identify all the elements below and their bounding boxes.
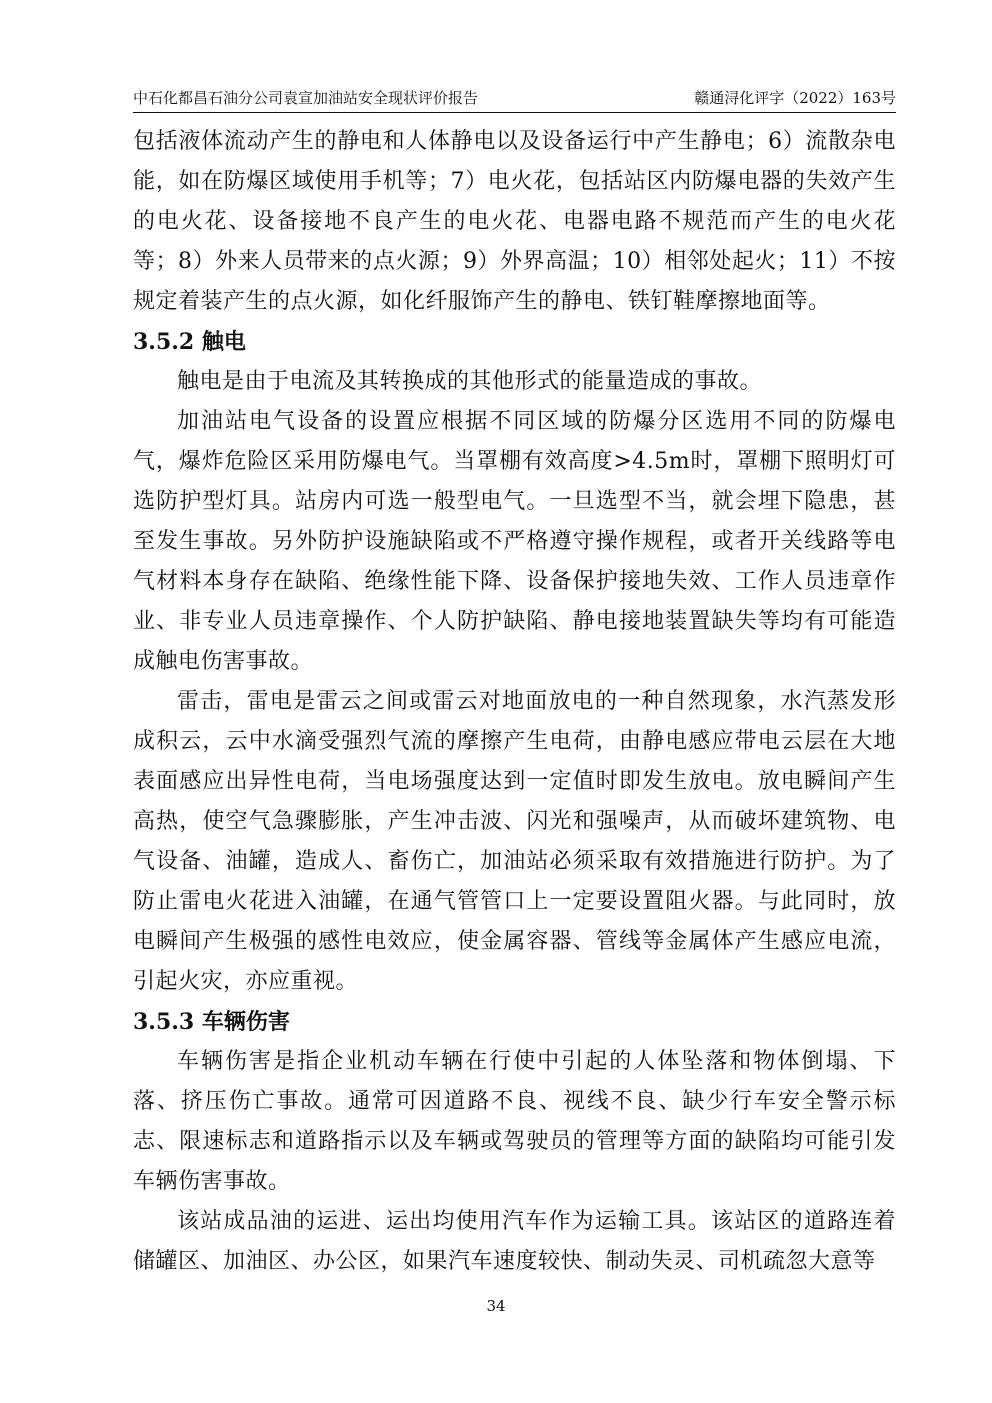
page-body: [133, 122, 896, 1282]
paragraph-electrical-equipment: 加油站电气设备的设置应根据不同区域的防爆分区选用不同的防爆电气，爆炸危险区采用防爆电气。当罩棚有效高度>4.5m时，罩棚下照明灯可选防护型灯具。站房内可选一般型电气。一旦选型不当，就会埋下隐患，甚至发生事故。另外防护设施缺陷或不严格遵守操作规程，或者开关线路等电气材料本身存在缺陷、绝缘性能下降、设备保护接地失效、工作人员违章作业、非专业人员违章操作、个人防护缺陷、静电接地装置缺失等均有可能造成触电伤害事故。: [133, 409, 896, 674]
section-heading-electric-shock: 3.5.2 触电: [133, 329, 246, 355]
page-number: 34: [486, 1297, 506, 1315]
paragraph-vehicle-transport: 该站成品油的运进、运出均使用汽车作为运输工具。该站区的道路连着储罐区、加油区、办公区，如果汽车速度较快、制动失灵、司机疏忽大意等: [133, 1209, 896, 1274]
header-document-number: 赣通浔化评字（2022）163号: [694, 89, 896, 107]
page-header: [133, 86, 896, 113]
paragraph-vehicle-definition: 车辆伤害是指企业机动车辆在行使中引起的人体坠落和物体倒塌、下落、挤压伤亡事故。通常可因道路不良、视线不良、缺少行车安全警示标志、限速标志和道路指示以及车辆或驾驶员的管理等方面的缺陷均可能引发车辆伤害事故。: [133, 1049, 896, 1194]
header-report-title: 中石化都昌石油分公司袁宣加油站安全现状评价报告: [133, 89, 479, 107]
paragraph-shock-definition: 触电是由于电流及其转换成的其他形式的能量造成的事故。: [177, 369, 763, 394]
paragraph-ignition-sources: 包括液体流动产生的静电和人体静电以及设备运行中产生静电；6）流散杂电能，如在防爆区域使用手机等；7）电火花，包括站区内防爆电器的失效产生的电火花、设备接地不良产生的电火花、电器电路不规范而产生的电火花等；8）外来人员带来的点火源；9）外界高温；10）相邻处起火；11）不按规定着装产生的点火源，如化纤服饰产生的静电、铁钉鞋摩擦地面等。: [133, 129, 896, 314]
paragraph-lightning: 雷击，雷电是雷云之间或雷云对地面放电的一种自然现象，水汽蒸发形成积云，云中水滴受强烈气流的摩擦产生电荷，由静电感应带电云层在大地表面感应出异性电荷，当电场强度达到一定值时即发生放电。放电瞬间产生高热，使空气急骤膨胀，产生冲击波、闪光和强噪声，从而破坏建筑物、电气设备、油罐，造成人、畜伤亡，加油站必须采取有效措施进行防护。为了防止雷电火花进入油罐，在通气管管口上一定要设置阻火器。与此同时，放电瞬间产生极强的感性电效应，使金属容器、管线等金属体产生感应电流，引起火灾，亦应重视。: [133, 689, 896, 994]
section-heading-vehicle-injury: 3.5.3 车辆伤害: [133, 1009, 290, 1035]
